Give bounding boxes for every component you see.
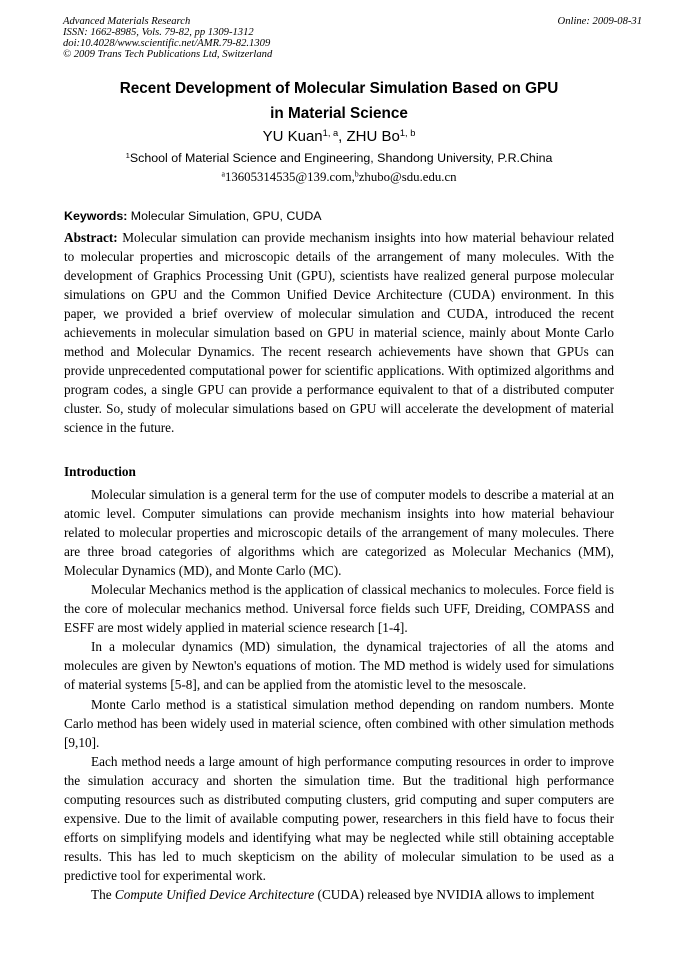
author-list: YU Kuan$^{1, a}$, ZHU Bo$^{1, b}$	[262, 127, 416, 145]
email-link[interactable]: 13605314535@139.com,	[224, 170, 355, 184]
keywords	[64, 209, 322, 223]
paper-title-line2: in Material Science	[270, 105, 408, 122]
abstract-text: Molecular simulation can provide mechanism insights into how material behaviour related to molecular properties and microscopic details of the arrangement of many molecules. With the development of Graphics Processing Unit (GPU), scientists have realized general purpose molecular simulations on GPU and the Common Unified Device Architecture (CUDA) environment. In this paper, we provided a brief overview of molecular simulation and CUDA, introduced the recent achievements in molecular simulation based on GPU in material science, mainly about Monte Carlo method and Molecular Dynamics. The recent research achievements have shown that GPUs can provide unprecedented computational power for scientific applications. With optimized algorithms and program codes, a single GPU can provide a performance equivalent to that of a distributed computer cluster. So, study of molecular simulations based on GPU will accelerate the development of material science in the future.	[64, 230, 614, 436]
abstract	[64, 228, 614, 438]
email-link[interactable]: zhubo@sdu.edu.cn	[358, 170, 457, 184]
abstract-label: Abstract:	[64, 230, 118, 245]
doi-line: doi:10.4028/www.scientific.net/AMR.79-82.1309	[63, 38, 271, 49]
paragraph: Molecular simulation is a general term for the use of computer models to describe a material at an atomic level. Computer simulations can provide mechanism insights into how material behaviour related to molecular properties and microscopic details of the arrangement of many molecules. There are three broad categories of algorithms which are categorized as Molecular Mechanics (MM), Molecular Dynamics (MD), and Monte Carlo (MC).	[64, 487, 614, 579]
paragraph: Molecular Mechanics method is the application of classical mechanics to molecules. Force field is the core of molecular mechanics method. Universal force fields such UFF, Dreiding, COMPASS and ESFF are most widely applied in material science research [1-4].	[64, 582, 614, 636]
affiliation-text: School of Material Science and Engineering, Shandong University, P.R.China	[129, 151, 553, 165]
email-marker: b	[354, 169, 359, 179]
author-name: YU Kuan	[262, 128, 323, 145]
copyright-line: © 2009 Trans Tech Publications Ltd, Switzerland	[63, 49, 273, 60]
email-marker: a	[221, 169, 225, 179]
paragraph-text: The	[91, 886, 115, 902]
paragraph-text: (CUDA) released bye NVIDIA allows to implement	[314, 886, 595, 902]
paragraph: Each method needs a large amount of high performance computing resources in order to improve the simulation accuracy and shorten the simulation time. But the traditional high performance computing resources such as distributed computing clusters, grid computing and super computers are expensive. Due to the limit of available computing power, researchers in this field have to focus their efforts on simplifying models and identifying what may be neglected while still obtaining acceptable results. This has led to much skepticism on the ability of molecular simulation to be used as a predictive tool for experimental work.	[64, 753, 614, 883]
affiliation	[0, 151, 678, 165]
paper-title-line1: Recent Development of Molecular Simulation Based on GPU	[119, 80, 559, 97]
author-affiliation-marker: 1, b	[399, 127, 416, 138]
journal-header	[63, 16, 272, 60]
section-heading-introduction: Introduction	[64, 464, 136, 479]
cuda-term: Compute Unified Device Architecture	[114, 886, 315, 902]
author-affiliation-marker: 1, a	[322, 127, 339, 138]
introduction-body	[64, 485, 614, 904]
author-name: ZHU Bo	[346, 128, 400, 145]
journal-name: Advanced Materials Research	[63, 16, 191, 27]
paragraph: Monte Carlo method is a statistical simulation method depending on random numbers. Monte Carlo method has been widely used in material science, often combined with other simulation methods [9,10].	[64, 696, 614, 750]
author-emails	[0, 170, 678, 185]
online-date: Online: 2009-08-31	[557, 16, 642, 27]
paragraph: In a molecular dynamics (MD) simulation, the dynamical trajectories of all the atoms and molecules are given by Newton's equations of motion. The MD method is widely used for simulations of material systems [5-8], and can be applied from the atomistic level to the mesoscale.	[64, 639, 614, 693]
keywords-text: Molecular Simulation, GPU, CUDA	[127, 209, 322, 223]
keywords-label: Keywords:	[64, 209, 128, 223]
issn-line: ISSN: 1662-8985, Vols. 79-82, pp 1309-1312	[63, 27, 254, 38]
affiliation-marker: 1	[125, 150, 130, 160]
paragraph	[64, 885, 614, 904]
